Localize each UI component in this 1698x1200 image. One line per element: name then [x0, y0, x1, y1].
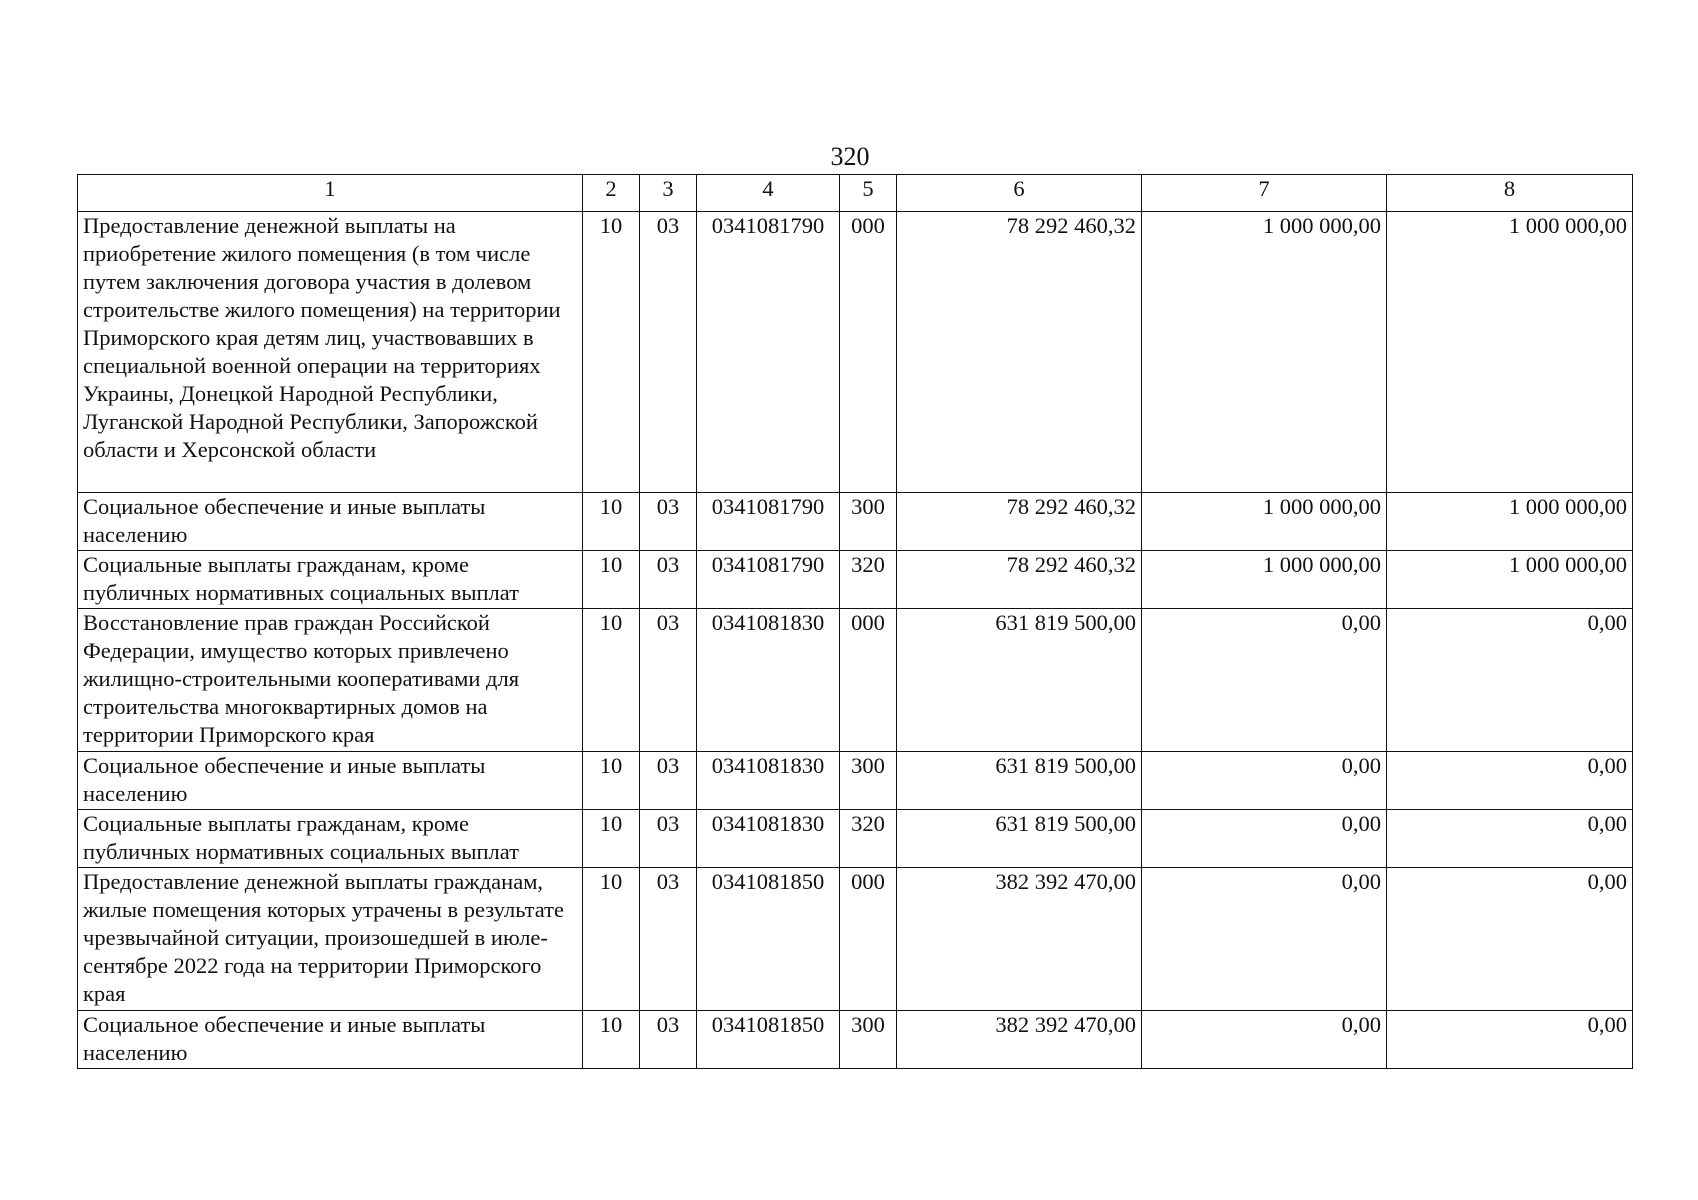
amount-column-8: 0,00	[1387, 810, 1633, 868]
row-name: Социальные выплаты гражданам, кроме публичных нормативных социальных выплат	[78, 810, 583, 868]
amount-column-6: 382 392 470,00	[897, 868, 1142, 1011]
amount-column-7: 1 000 000,00	[1142, 212, 1387, 493]
section-code: 10	[583, 1011, 640, 1069]
target-article-code: 0341081830	[697, 609, 840, 752]
row-name: Предоставление денежной выплаты гражданам, жилые помещения которых утрачены в результате чрезвычайной ситуации, произошедшей в июле-сентябре 2022 года на территории Приморского края	[78, 868, 583, 1011]
amount-column-6: 78 292 460,32	[897, 493, 1142, 551]
target-article-code: 0341081830	[697, 810, 840, 868]
column-header-4: 4	[697, 175, 840, 212]
expense-type-code: 300	[840, 752, 897, 810]
amount-column-6: 631 819 500,00	[897, 752, 1142, 810]
target-article-code: 0341081790	[697, 493, 840, 551]
table-row	[78, 1011, 1633, 1069]
expense-type-code: 320	[840, 551, 897, 609]
row-name: Социальное обеспечение и иные выплаты населению	[78, 752, 583, 810]
expense-type-code: 300	[840, 493, 897, 551]
subsection-code: 03	[640, 752, 697, 810]
table-row	[78, 493, 1633, 551]
amount-column-8: 0,00	[1387, 609, 1633, 752]
section-code: 10	[583, 551, 640, 609]
amount-column-8: 0,00	[1387, 1011, 1633, 1069]
amount-column-6: 631 819 500,00	[897, 609, 1142, 752]
target-article-code: 0341081850	[697, 1011, 840, 1069]
expense-type-code: 320	[840, 810, 897, 868]
subsection-code: 03	[640, 1011, 697, 1069]
amount-column-6: 382 392 470,00	[897, 1011, 1142, 1069]
section-code: 10	[583, 609, 640, 752]
row-name: Предоставление денежной выплаты на приобретение жилого помещения (в том числе путем заключения договора участия в долевом строительстве жилого помещения) на территории Приморского края детям лиц, участвовавших в специальной военной операции на территориях Украины, Донецкой Народной Республики, Луганской Народной Республики, Запорожской области и Херсонской области	[78, 212, 583, 493]
table-row	[78, 810, 1633, 868]
amount-column-7: 0,00	[1142, 810, 1387, 868]
amount-column-7: 0,00	[1142, 752, 1387, 810]
target-article-code: 0341081830	[697, 752, 840, 810]
subsection-code: 03	[640, 609, 697, 752]
column-header-7: 7	[1142, 175, 1387, 212]
table-row	[78, 868, 1633, 1011]
amount-column-8: 1 000 000,00	[1387, 551, 1633, 609]
amount-column-7: 0,00	[1142, 609, 1387, 752]
subsection-code: 03	[640, 551, 697, 609]
amount-column-8: 1 000 000,00	[1387, 493, 1633, 551]
section-code: 10	[583, 212, 640, 493]
section-code: 10	[583, 868, 640, 1011]
amount-column-8: 0,00	[1387, 752, 1633, 810]
column-header-3: 3	[640, 175, 697, 212]
amount-column-6: 631 819 500,00	[897, 810, 1142, 868]
table-row	[78, 609, 1633, 752]
amount-column-7: 1 000 000,00	[1142, 493, 1387, 551]
column-header-2: 2	[583, 175, 640, 212]
budget-table	[77, 174, 1633, 1069]
target-article-code: 0341081790	[697, 212, 840, 493]
amount-column-7: 1 000 000,00	[1142, 551, 1387, 609]
table-row	[78, 212, 1633, 493]
row-name: Социальное обеспечение и иные выплаты населению	[78, 1011, 583, 1069]
column-header-6: 6	[897, 175, 1142, 212]
row-name: Социальные выплаты гражданам, кроме публичных нормативных социальных выплат	[78, 551, 583, 609]
subsection-code: 03	[640, 493, 697, 551]
expense-type-code: 000	[840, 868, 897, 1011]
page-number: 320	[830, 142, 870, 171]
subsection-code: 03	[640, 810, 697, 868]
section-code: 10	[583, 493, 640, 551]
column-header-5: 5	[840, 175, 897, 212]
amount-column-6: 78 292 460,32	[897, 212, 1142, 493]
section-code: 10	[583, 752, 640, 810]
row-name: Социальное обеспечение и иные выплаты населению	[78, 493, 583, 551]
target-article-code: 0341081790	[697, 551, 840, 609]
section-code: 10	[583, 810, 640, 868]
column-header-1: 1	[78, 175, 583, 212]
table-row	[78, 551, 1633, 609]
column-header-8: 8	[1387, 175, 1633, 212]
amount-column-7: 0,00	[1142, 1011, 1387, 1069]
expense-type-code: 000	[840, 609, 897, 752]
table-row	[78, 752, 1633, 810]
subsection-code: 03	[640, 212, 697, 493]
amount-column-7: 0,00	[1142, 868, 1387, 1011]
amount-column-8: 1 000 000,00	[1387, 212, 1633, 493]
target-article-code: 0341081850	[697, 868, 840, 1011]
amount-column-8: 0,00	[1387, 868, 1633, 1011]
column-number-row	[78, 175, 1633, 212]
expense-type-code: 300	[840, 1011, 897, 1069]
expense-type-code: 000	[840, 212, 897, 493]
budget-table-body	[78, 175, 1633, 1069]
amount-column-6: 78 292 460,32	[897, 551, 1142, 609]
row-name: Восстановление прав граждан Российской Федерации, имущество которых привлечено жилищно-строительными кооперативами для строительства многоквартирных домов на территории Приморского края	[78, 609, 583, 752]
subsection-code: 03	[640, 868, 697, 1011]
